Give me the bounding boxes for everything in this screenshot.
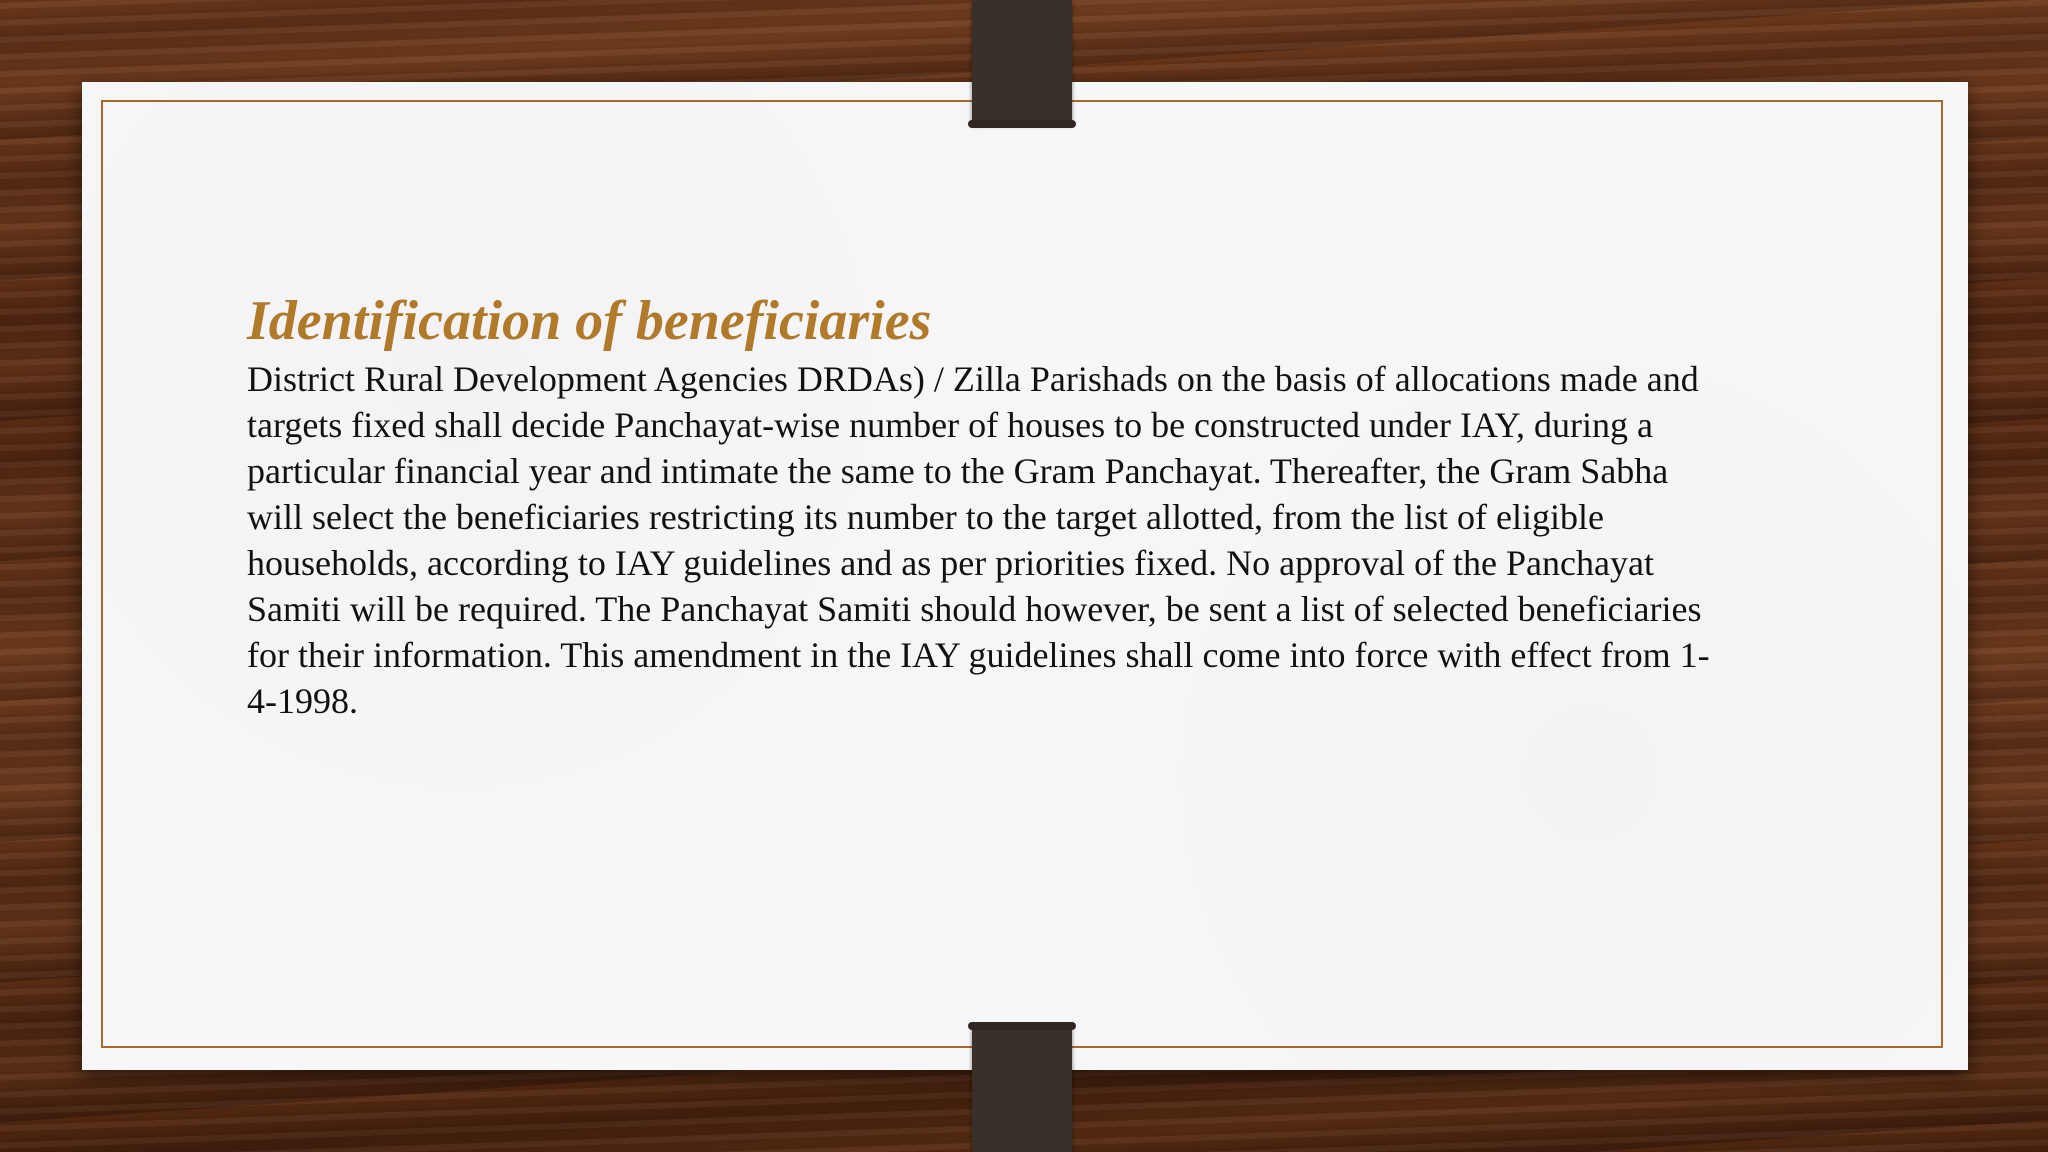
slide-title: Identification of beneficiaries xyxy=(247,290,932,352)
top-binder-clip xyxy=(972,0,1072,124)
bottom-binder-clip xyxy=(972,1026,1072,1152)
slide-body-paragraph: District Rural Development Agencies DRDAs) / Zilla Parishads on the basis of allocations made and targets fixed shall decide Panchayat-wise number of houses to be constructed under IAY, during a particular financial year and intimate the same to the Gram Panchayat. Thereafter, the Gram Sabha will select the beneficiaries restricting its number to the target allotted, from the list of eligible households, according to IAY guidelines and as per priorities fixed. No approval of the Panchayat Samiti will be required. The Panchayat Samiti should however, be sent a list of selected beneficiaries for their information. This amendment in the IAY guidelines shall come into force with effect from 1-4-1998. xyxy=(247,359,1710,721)
slide-content xyxy=(247,286,1717,724)
